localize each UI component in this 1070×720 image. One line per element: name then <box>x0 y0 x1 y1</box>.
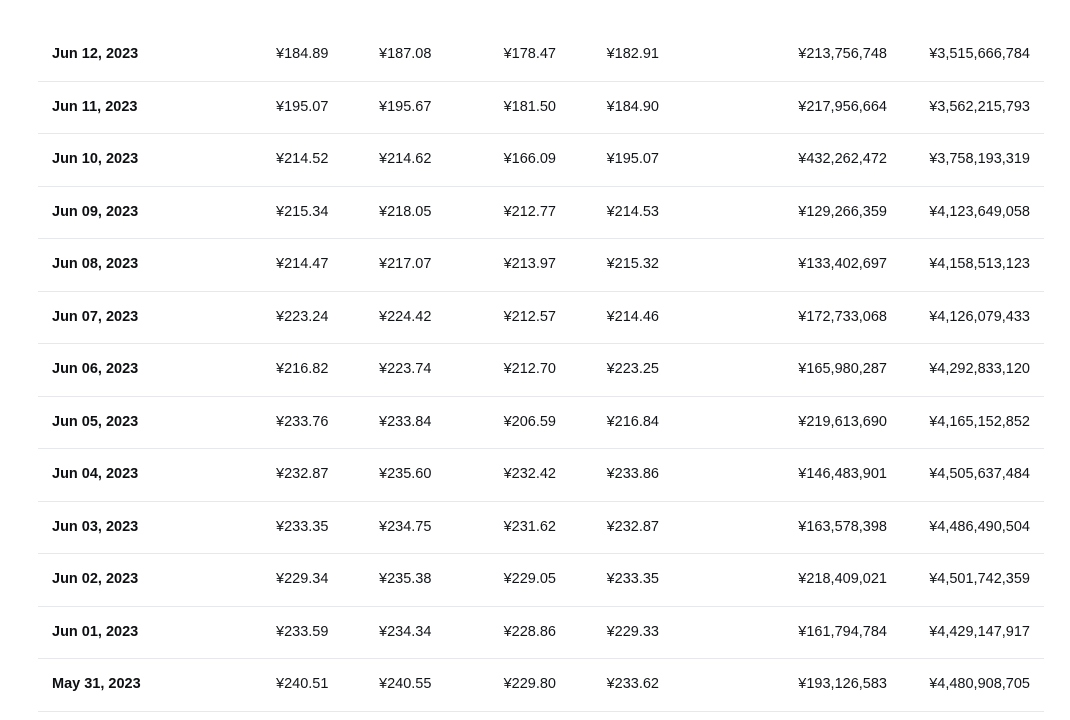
date-cell: Jun 11, 2023 <box>52 98 138 115</box>
table-row <box>38 134 1044 187</box>
market-cap-cell: ¥4,501,742,359 <box>929 571 1030 587</box>
table-row <box>38 554 1044 607</box>
high-price-cell: ¥217.07 <box>379 256 432 272</box>
low-price-cell: ¥232.42 <box>503 466 556 482</box>
close-price-cell: ¥223.25 <box>606 361 659 377</box>
date-cell: Jun 04, 2023 <box>52 466 139 482</box>
close-price-cell: ¥214.46 <box>606 308 659 325</box>
open-price-cell: ¥214.47 <box>276 256 329 272</box>
open-price-cell: ¥215.34 <box>276 203 329 220</box>
close-price-cell: ¥214.53 <box>606 203 659 220</box>
close-price-cell: ¥215.32 <box>606 256 659 272</box>
date-cell: Jun 09, 2023 <box>52 203 139 220</box>
low-price-cell: ¥228.86 <box>503 623 556 640</box>
open-price-cell: ¥195.07 <box>276 98 329 115</box>
open-price-cell: ¥223.24 <box>276 308 329 325</box>
market-cap-cell: ¥4,292,833,120 <box>929 361 1030 377</box>
open-price-cell: ¥233.35 <box>276 518 329 535</box>
high-price-cell: ¥218.05 <box>379 203 432 220</box>
volume-cell: ¥163,578,398 <box>798 518 887 535</box>
high-price-cell: ¥235.60 <box>379 466 432 482</box>
market-cap-cell: ¥4,505,637,484 <box>929 466 1030 482</box>
open-price-cell: ¥229.34 <box>276 571 329 587</box>
volume-cell: ¥129,266,359 <box>798 203 887 220</box>
table-row <box>38 239 1044 292</box>
date-cell: Jun 06, 2023 <box>52 361 139 377</box>
volume-cell: ¥432,262,472 <box>798 151 887 167</box>
close-price-cell: ¥233.86 <box>606 466 659 482</box>
close-price-cell: ¥229.33 <box>606 623 659 640</box>
close-price-cell: ¥233.35 <box>606 571 659 587</box>
table-row <box>38 344 1044 397</box>
close-price-cell: ¥216.84 <box>606 413 659 430</box>
volume-cell: ¥217,956,664 <box>798 98 887 115</box>
volume-cell: ¥218,409,021 <box>798 571 887 587</box>
volume-cell: ¥213,756,748 <box>798 46 887 62</box>
date-cell: Jun 10, 2023 <box>52 151 139 167</box>
high-price-cell: ¥214.62 <box>379 151 432 167</box>
volume-cell: ¥146,483,901 <box>798 466 887 482</box>
volume-cell: ¥172,733,068 <box>798 308 887 325</box>
high-price-cell: ¥223.74 <box>379 361 432 377</box>
open-price-cell: ¥232.87 <box>276 466 329 482</box>
table-row <box>38 29 1044 82</box>
high-price-cell: ¥234.34 <box>379 623 432 640</box>
high-price-cell: ¥195.67 <box>379 98 432 115</box>
low-price-cell: ¥181.50 <box>503 98 556 115</box>
low-price-cell: ¥231.62 <box>503 518 556 535</box>
date-cell: May 31, 2023 <box>52 676 141 692</box>
table-row <box>38 449 1044 502</box>
close-price-cell: ¥182.91 <box>606 46 659 62</box>
high-price-cell: ¥224.42 <box>379 308 432 325</box>
volume-cell: ¥161,794,784 <box>798 623 887 640</box>
market-cap-cell: ¥3,758,193,319 <box>929 151 1030 167</box>
high-price-cell: ¥233.84 <box>379 413 432 430</box>
close-price-cell: ¥232.87 <box>606 518 659 535</box>
volume-cell: ¥219,613,690 <box>798 413 887 430</box>
low-price-cell: ¥229.05 <box>503 571 556 587</box>
date-cell: Jun 01, 2023 <box>52 623 139 640</box>
market-cap-cell: ¥4,126,079,433 <box>929 308 1030 325</box>
close-price-cell: ¥195.07 <box>606 151 659 167</box>
date-cell: Jun 05, 2023 <box>52 413 139 430</box>
volume-cell: ¥133,402,697 <box>798 256 887 272</box>
date-cell: Jun 12, 2023 <box>52 46 139 62</box>
market-cap-cell: ¥3,515,666,784 <box>929 46 1030 62</box>
market-cap-cell: ¥4,165,152,852 <box>929 413 1030 430</box>
volume-cell: ¥165,980,287 <box>798 361 887 377</box>
table-row <box>38 187 1044 240</box>
low-price-cell: ¥166.09 <box>503 151 556 167</box>
market-cap-cell: ¥4,486,490,504 <box>929 518 1030 535</box>
low-price-cell: ¥206.59 <box>503 413 556 430</box>
open-price-cell: ¥233.59 <box>276 623 329 640</box>
date-cell: Jun 03, 2023 <box>52 518 139 535</box>
low-price-cell: ¥178.47 <box>503 46 556 62</box>
low-price-cell: ¥229.80 <box>503 676 556 692</box>
close-price-cell: ¥184.90 <box>606 98 659 115</box>
close-price-cell: ¥233.62 <box>606 676 659 692</box>
high-price-cell: ¥235.38 <box>379 571 432 587</box>
high-price-cell: ¥234.75 <box>379 518 432 535</box>
table-row <box>38 502 1044 555</box>
open-price-cell: ¥233.76 <box>276 413 329 430</box>
date-cell: Jun 02, 2023 <box>52 571 139 587</box>
date-cell: Jun 08, 2023 <box>52 256 139 272</box>
table-row <box>38 659 1044 712</box>
open-price-cell: ¥216.82 <box>276 361 329 377</box>
table-row <box>38 292 1044 345</box>
open-price-cell: ¥214.52 <box>276 151 329 167</box>
open-price-cell: ¥184.89 <box>276 46 329 62</box>
low-price-cell: ¥212.57 <box>503 308 556 325</box>
low-price-cell: ¥213.97 <box>503 256 556 272</box>
table-row <box>38 397 1044 450</box>
market-cap-cell: ¥3,562,215,793 <box>929 98 1030 115</box>
market-cap-cell: ¥4,158,513,123 <box>929 256 1030 272</box>
market-cap-cell: ¥4,123,649,058 <box>929 203 1030 220</box>
table-row <box>38 82 1044 135</box>
volume-cell: ¥193,126,583 <box>798 676 887 692</box>
table-row <box>38 607 1044 660</box>
high-price-cell: ¥187.08 <box>379 46 432 62</box>
high-price-cell: ¥240.55 <box>379 676 432 692</box>
low-price-cell: ¥212.77 <box>503 203 556 220</box>
open-price-cell: ¥240.51 <box>276 676 329 692</box>
date-cell: Jun 07, 2023 <box>52 308 139 325</box>
price-history-table <box>38 29 1044 712</box>
low-price-cell: ¥212.70 <box>503 361 556 377</box>
market-cap-cell: ¥4,480,908,705 <box>929 676 1030 692</box>
market-cap-cell: ¥4,429,147,917 <box>929 623 1030 640</box>
